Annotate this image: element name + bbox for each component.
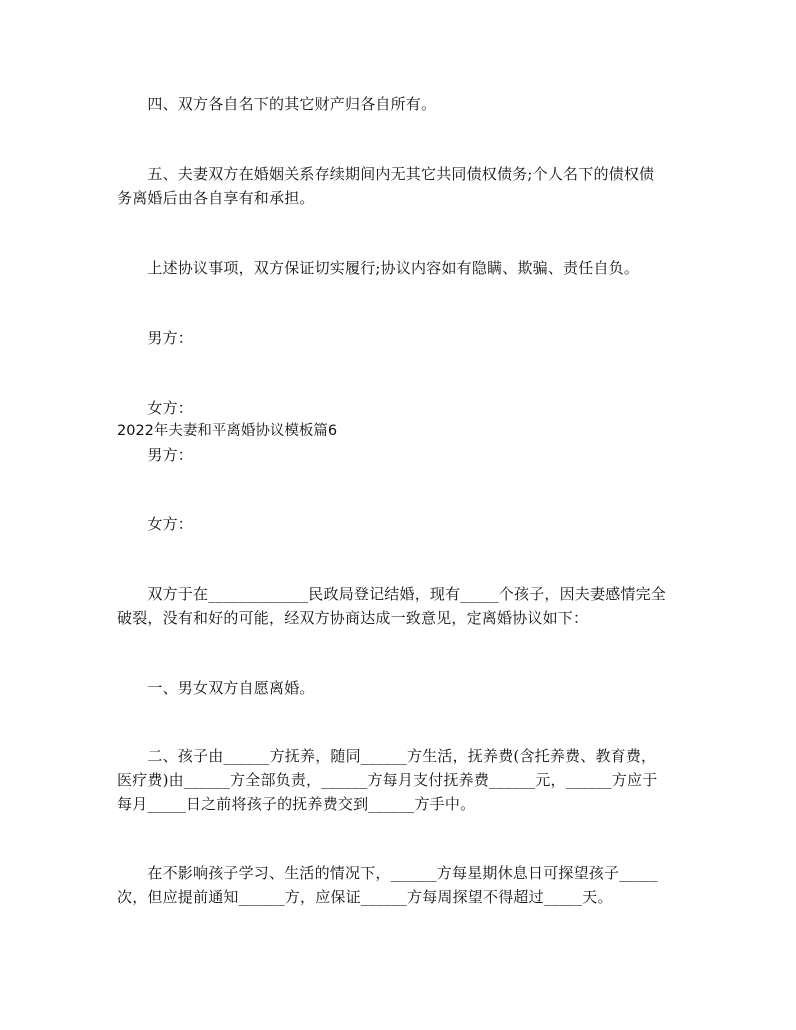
- paragraph-visitation-line-1: 在不影响孩子学习、生活的情况下，______方每星期休息日可探望孩子_____: [117, 864, 658, 882]
- paragraph-visitation-line-2: 次，但应提前通知______方，应保证______方每周探望不得超过_____天。: [117, 888, 613, 906]
- paragraph-child-custody-line-2: 医疗费)由______方全部负责，______方每月支付抚养费______元，______方应于: [117, 771, 658, 789]
- paragraph-marriage-intro-line-1: 双方于在_____________民政局登记结婚，现有_____个孩子，因夫妻感情完全: [117, 585, 667, 603]
- party-female-label: 女方：: [117, 515, 194, 533]
- paragraph-marriage-intro-line-2: 破裂，没有和好的可能，经双方协商达成一致意见，定离婚协议如下：: [117, 609, 589, 627]
- paragraph-guarantee: 上述协议事项，双方保证切实履行;协议内容如有隐瞒、欺骗、责任自负。: [117, 259, 640, 277]
- paragraph-property-clause: 四、双方各自名下的其它财产归各自所有。: [117, 95, 437, 113]
- party-male-label: 男方：: [117, 446, 194, 464]
- paragraph-child-custody-line-1: 二、孩子由______方抚养，随同______方生活，抚养费(含托养费、教育费，: [117, 747, 657, 765]
- signature-female-label: 女方：: [117, 399, 194, 417]
- paragraph-child-custody-line-3: 每月_____日之前将孩子的抚养费交到______方手中。: [117, 795, 476, 813]
- section-heading: 2022年夫妻和平离婚协议模板篇6: [117, 423, 338, 439]
- paragraph-voluntary-divorce: 一、男女双方自愿离婚。: [117, 679, 315, 697]
- signature-male-label: 男方：: [117, 329, 194, 347]
- paragraph-debt-clause-line-1: 五、夫妻双方在婚姻关系存续期间内无其它共同债权债务;个人名下的债权债: [117, 165, 655, 183]
- paragraph-debt-clause-line-2: 务离婚后由各自享有和承担。: [117, 189, 315, 207]
